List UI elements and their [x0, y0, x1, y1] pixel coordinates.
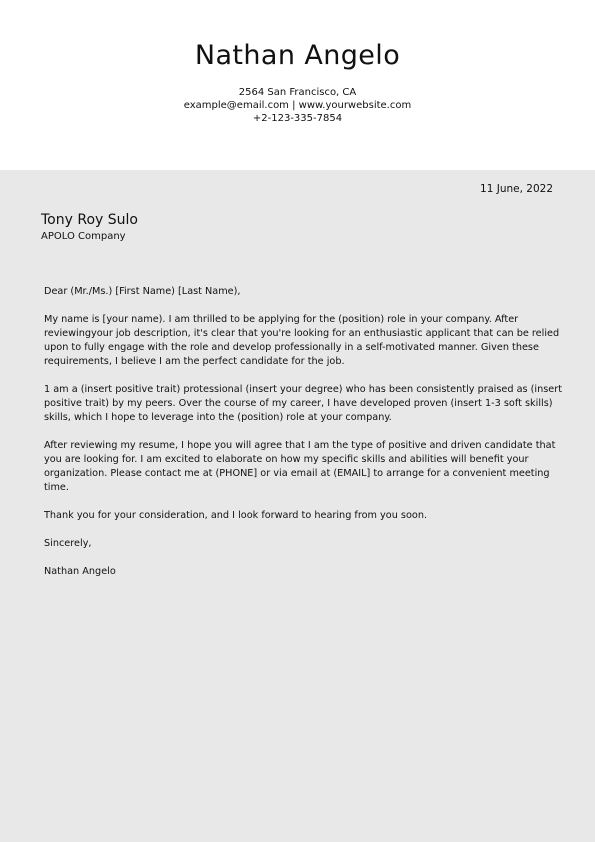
- sender-phone: +2-123-335-7854: [252, 113, 343, 124]
- paragraph-thanks: Thank you for your consideration, and I look forward to hearing from you soon.: [44, 510, 428, 521]
- recipient-name: Tony Roy Sulo: [41, 212, 138, 228]
- letter-date: 11 June, 2022: [480, 183, 553, 195]
- paragraph-call-to-action: After reviewing my resume, I hope you will agree that I am the type of positive and driven candidate that you are looking for. I am excited to elaborate on how my specific skills and abilities will benefit your organization. Please contact me at (PHONE] or via email at (EMAIL] to arrange for a convenient meeting time.: [44, 440, 556, 493]
- letter-body-area: [0, 170, 595, 842]
- paragraph-intro: My name is [your name). I am thrilled to be applying for the (position) role in your company. After reviewingyour job description, it's clear that you're looking for an enthusiastic applicant that can be relied upon to fully engage with the role and develop professionally in a self-motivated manner. Given these requirements, I believe I am the perfect candidate for the job.: [44, 314, 560, 367]
- sender-name: Nathan Angelo: [194, 40, 401, 71]
- signature: Nathan Angelo: [44, 566, 116, 577]
- salutation: Dear (Mr./Ms.) [First Name) [Last Name),: [44, 286, 241, 297]
- paragraph-qualifications: 1 am a (insert positive trait) protessional (insert your degree) who has been consistently praised as (insert positive trait) by my peers. Over the course of my career, I have developed proven (insert 1-3 soft skills) skills, which I hope to leverage into the (position) role at your company.: [44, 384, 563, 423]
- sender-address: 2564 San Francisco, CA: [238, 87, 357, 98]
- recipient-company: APOLO Company: [41, 231, 126, 242]
- letter-content: [44, 285, 572, 593]
- letter-header: [0, 0, 595, 170]
- closing: Sincerely,: [44, 538, 92, 549]
- sender-email-website: example@email.com | www.yourwebsite.com: [183, 100, 412, 111]
